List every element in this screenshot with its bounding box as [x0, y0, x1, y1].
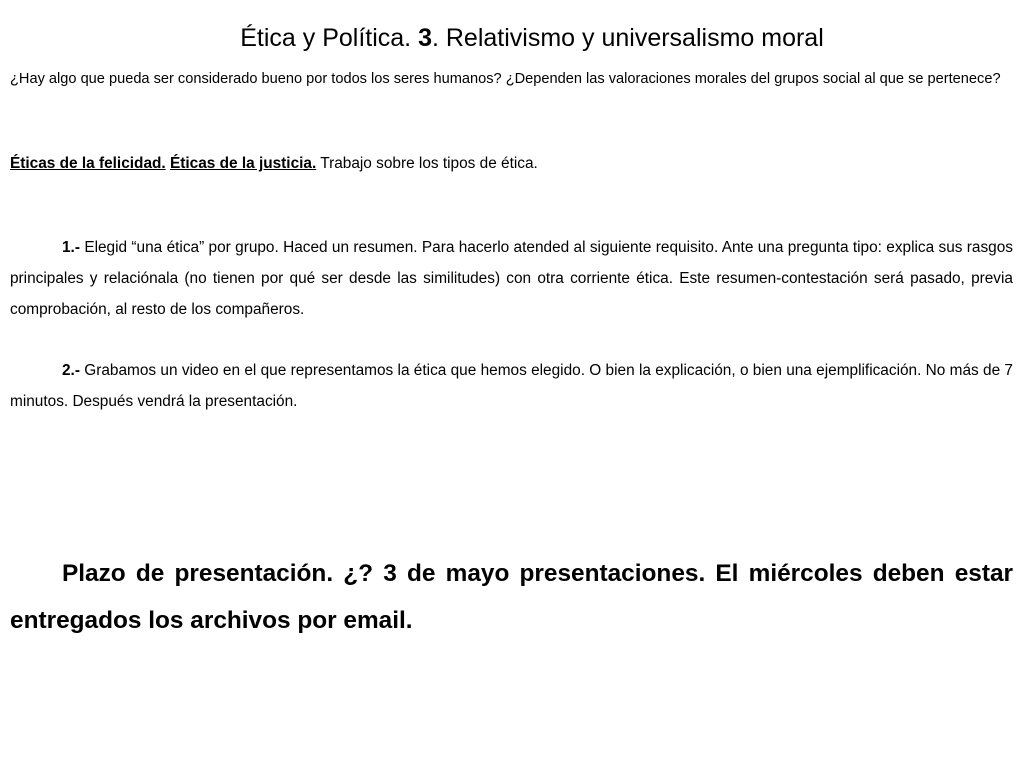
ethics-happiness-label: Éticas de la felicidad. — [10, 155, 166, 172]
work-description: Trabajo sobre los tipos de ética. — [320, 155, 538, 172]
title-prefix: Ética y Política. — [240, 24, 419, 52]
title-suffix: . Relativismo y universalismo moral — [431, 24, 824, 52]
ethics-types-line — [10, 154, 1010, 174]
deadline-notice: Plazo de presentación. ¿? 3 de mayo presentaciones. El miércoles deben estar entregados los archivos por email. — [10, 560, 1013, 635]
ethics-justice-label: Éticas de la justicia. — [169, 155, 317, 172]
task-item — [10, 232, 1013, 325]
task-item — [10, 355, 1013, 417]
task-text: Grabamos un video en el que representamos la ética que hemos elegido. O bien la explicación, o bien una ejemplificación. No más de 7 minutos. Después vendrá la presentación. — [10, 362, 1013, 411]
intro-question: ¿Hay algo que pueda ser considerado bueno por todos los seres humanos? ¿Dependen las valoraciones morales del grupos social al que se pertenece? — [10, 71, 1001, 87]
title-number: 3 — [418, 24, 432, 52]
task-text: Elegid “una ética” por grupo. Haced un resumen. Para hacerlo atended al siguiente requisito. Ante una pregunta tipo: explica sus rasgos principales y relaciónala (no tienen por qué ser desde las similitudes) con otra corriente ética. Este resumen-contestación será pasado, previa comprobación, al resto de los compañeros. — [10, 239, 1013, 319]
task-number: 1.- — [62, 239, 80, 257]
task-number: 2.- — [62, 362, 80, 380]
slide-title — [0, 22, 1024, 54]
